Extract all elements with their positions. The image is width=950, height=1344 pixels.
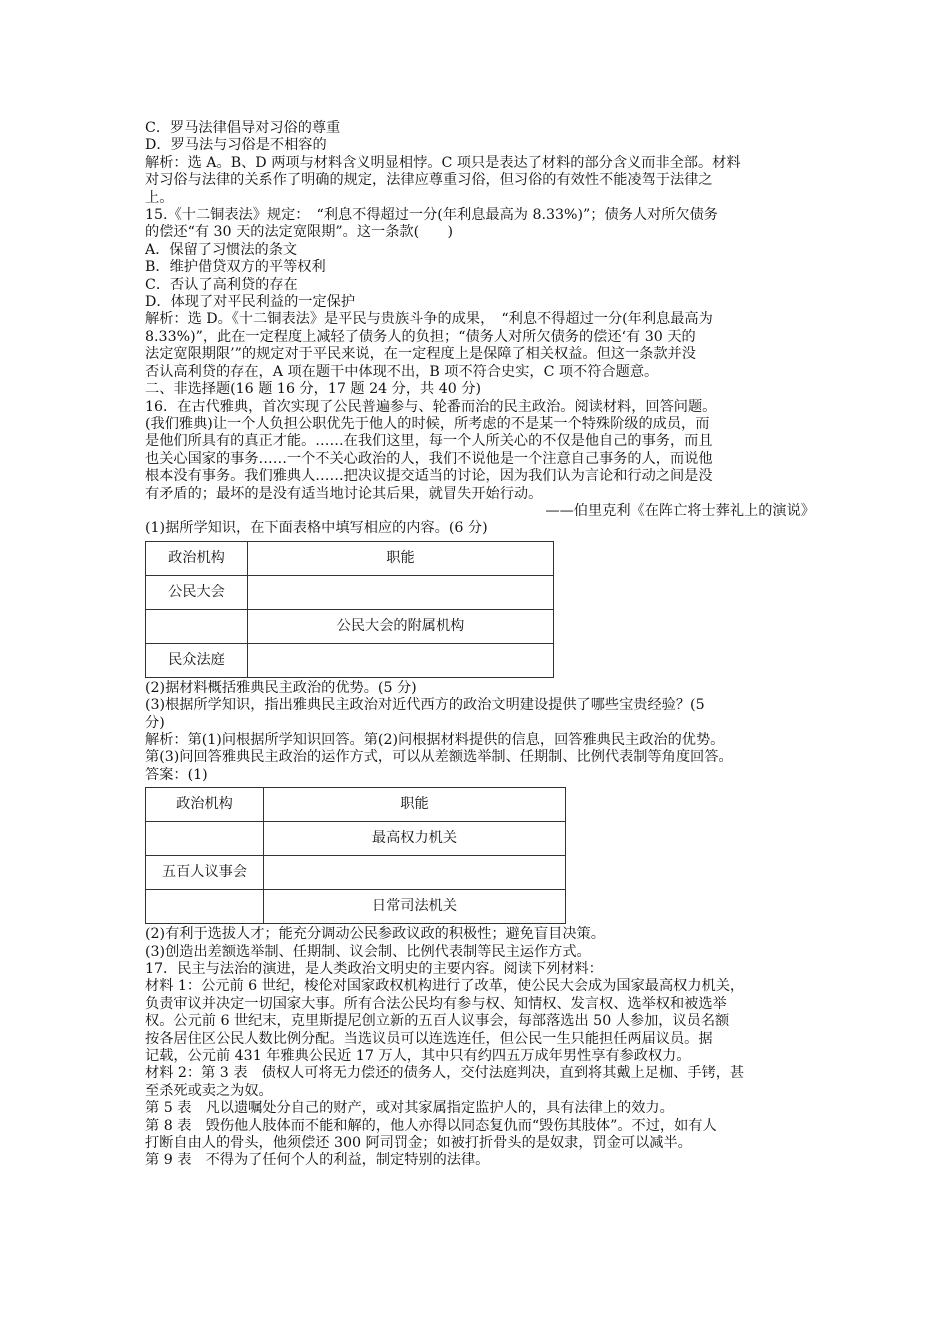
text-line: 是他们所具有的真正才能。……在我们这里，每一个人所关心的不仅是他自己的事务，而且 [145, 433, 713, 450]
table-row [146, 890, 566, 924]
text-line: C．罗马法律倡导对习俗的尊重 [145, 120, 341, 136]
text-line: 15.《十二铜表法》规定： “利息不得超过一分(年利息最高为 8.33%)”；债务人对所欠债务 [145, 207, 718, 224]
table-cell: 公民大会的附属机构 [248, 609, 554, 643]
middle-text-block [145, 680, 815, 784]
text-line: 8.33%)”，此在一定程度上减轻了债务人的负担；“债务人对所欠债务的偿还‘有 30 天的 [145, 328, 696, 345]
text-line: 根本没有事务。我们雅典人……把决议提交适当的讨论，因为我们认为言论和行动之间是没 [145, 468, 713, 485]
text-line: 解析：第(1)问根据所学知识回答。第(2)问根据材料提供的信息，回答雅典民主政治的优势。 [145, 731, 725, 748]
text-line: 记载，公元前 431 年雅典公民近 17 万人，其中只有约四五万成年男性享有参政权力。 [145, 1048, 691, 1065]
text-line: 分) [145, 714, 165, 731]
table-row [146, 609, 554, 643]
text-line: 第(3)问回答雅典民主政治的运作方式，可以从差额选举制、任期制、比例代表制等角度回答。 [145, 749, 733, 766]
answer-table-blank [145, 541, 554, 678]
table-cell: 民众法庭 [146, 643, 248, 677]
text-line: 按各居住区公民人数比例分配。当选议员可以连选连任，但公民一生只能担任两届议员。据 [145, 1030, 713, 1047]
text-line: 解析：选 A。B、D 两项与材料含义明显相悖。C 项只是表达了材料的部分含义而非全部。材料 [145, 154, 741, 171]
text-line: (3)根据所学知识，指出雅典民主政治对近代西方的政治文明建设提供了哪些宝贵经验？(5 [145, 697, 705, 714]
table-cell: 最高权力机关 [264, 822, 566, 856]
text-line: 16．在古代雅典，首次实现了公民普遍参与、轮番而治的民主政治。阅读材料，回答问题。 [145, 398, 717, 415]
top-text-block [145, 120, 815, 503]
table-header-row [146, 788, 566, 822]
text-line: 否认高利贷的存在，A 项在题干中体现不出，B 项不符合史实，C 项不符合题意。 [145, 363, 659, 380]
bottom-text-block [145, 926, 815, 1170]
table-cell [146, 890, 264, 924]
table-row [146, 643, 554, 677]
text-line: 有矛盾的；最坏的是没有适当地讨论其后果，就冒失开始行动。 [145, 485, 543, 502]
text-line: C．否认了高利贷的存在 [145, 276, 298, 293]
text-line: (3)创造出差额选举制、任期制、议会制、比例代表制等民主运作方式。 [145, 943, 591, 960]
text-line: 解析：选 D。《十二铜表法》是平民与贵族斗争的成果， “利息不得超过一分(年利息最高为 [145, 311, 713, 328]
text-line: 材料 1：公元前 6 世纪，梭伦对国家政权机构进行了改革，使公民大会成为国家最高权力机关， [145, 978, 745, 995]
text-line: 二、非选择题(16 题 16 分，17 题 24 分，共 40 分) [145, 381, 482, 398]
question-16-1: (1)据所学知识，在下面表格中填写相应的内容。(6 分) [145, 520, 488, 537]
answer-table-filled [145, 787, 566, 924]
table-header-cell: 政治机构 [146, 788, 264, 822]
table-cell: 日常司法机关 [264, 890, 566, 924]
text-line: 答案：(1) [145, 766, 208, 783]
table-cell [146, 609, 248, 643]
text-line: 法定宽限期限’”的规定对于平民来说，在一定程度上是保障了相关权益。但这一条款并没 [145, 346, 696, 363]
text-line: B．维护借贷双方的平等权利 [145, 259, 326, 276]
table-header-cell: 职能 [264, 788, 566, 822]
text-line: (我们雅典)让一个人负担公职优先于他人的时候，所考虑的不是某一个特殊阶级的成员，而 [145, 415, 710, 432]
text-line: A．保留了习惯法的条文 [145, 241, 298, 258]
text-line: (2)有利于选拔人才；能充分调动公民参政议政的积极性；避免盲目决策。 [145, 926, 605, 943]
table-cell [264, 856, 566, 890]
table-header-cell: 职能 [248, 541, 554, 575]
document-page [145, 120, 815, 1170]
text-line: 第 5 表 凡以遗嘱处分自己的财产，或对其家属指定监护人的，具有法律上的效力。 [145, 1100, 674, 1117]
text-line: 第 9 表 不得为了任何个人的利益，制定特别的法律。 [145, 1152, 490, 1169]
text-line: (2)据材料概括雅典民主政治的优势。(5 分) [145, 679, 417, 696]
text-line: 的偿还“有 30 天的法定宽限期”。这一条款( ) [145, 224, 454, 241]
table-cell [248, 643, 554, 677]
table-cell [248, 575, 554, 609]
table-row [146, 575, 554, 609]
text-line: 也关心国家的事务……一个不关心政治的人，我们不说他是一个注意自己事务的人，而说他 [145, 450, 713, 467]
table-cell [146, 822, 264, 856]
text-line: 权。公元前 6 世纪末，克里斯提尼创立新的五百人议事会，每部落选出 50 人参加，议员名额 [145, 1013, 730, 1030]
table-header-row [146, 541, 554, 575]
text-line: 打断自由人的骨头，他须偿还 300 阿司罚金；如被打折骨头的是奴隶，罚金可以减半。 [145, 1135, 692, 1152]
text-line: 上。 [145, 189, 174, 206]
text-line: 至杀死或卖之为奴。 [145, 1082, 273, 1099]
text-line: 对习俗与法律的关系作了明确的规定，法律应尊重习俗，但习俗的有效性不能凌驾于法律之 [145, 172, 713, 189]
text-line: D．体现了对平民利益的一定保护 [145, 294, 356, 311]
text-line: D．罗马法与习俗是不相容的 [145, 137, 327, 154]
text-line: 第 8 表 毁伤他人肢体而不能和解的，他人亦得以同态复仇而“毁伤其肢体”。不过，如有人 [145, 1117, 717, 1134]
table-row [146, 822, 566, 856]
text-line: 17．民主与法治的演进，是人类政治文明史的主要内容。阅读下列材料： [145, 961, 603, 977]
attribution: ——伯里克利《在阵亡将士葬礼上的演说》 [545, 502, 815, 519]
table-header-cell: 政治机构 [146, 541, 248, 575]
table-cell: 公民大会 [146, 575, 248, 609]
table-cell: 五百人议事会 [146, 856, 264, 890]
text-line: 材料 2：第 3 表 债权人可将无力偿还的债务人，交付法庭判决，直到将其戴上足枷、手铐，甚 [145, 1065, 745, 1082]
table-row [146, 856, 566, 890]
text-line: 负责审议并决定一切国家大事。所有合法公民均有参与权、知情权、发言权、选举权和被选举 [145, 995, 727, 1012]
